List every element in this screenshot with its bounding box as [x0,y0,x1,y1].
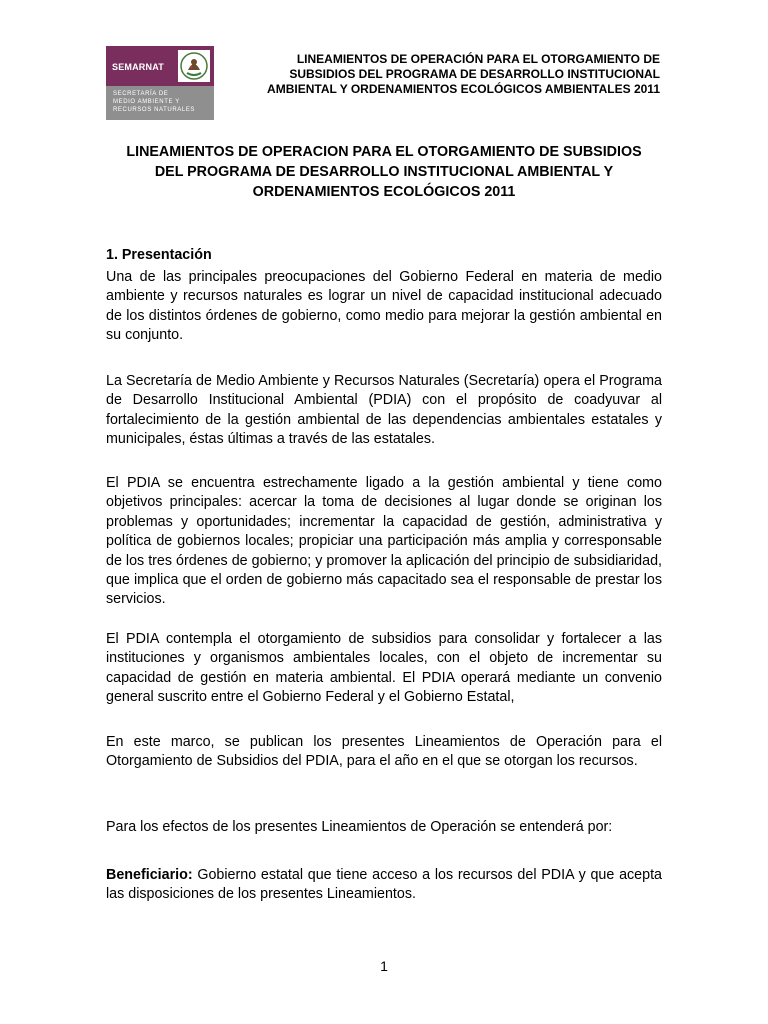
semarnat-logo [106,46,214,120]
document-title [106,142,662,202]
logo-subtitle-line: SECRETARÍA DE [113,91,169,97]
mexico-coat-of-arms-icon [178,50,210,82]
logo-subtitle-line: MEDIO AMBIENTE Y [113,99,180,105]
paragraph: El PDIA se encuentra estrechamente ligado a la gestión ambiental y tiene como objetivos principales: acercar la toma de decisiones al lugar donde se originan los problemas y oportunidades; incrementar la capacidad de gestión, administrativa y política de gobiernos locales; propiciar una participación más amplia y corresponsable de los tres órdenes de gobierno; y promover la aplicación del principio de subsidiaridad, que implica que el orden de gobierno más capacitado sea el responsable de prestar los servicios. [106,475,662,608]
title-line: DEL PROGRAMA DE DESARROLLO INSTITUCIONAL AMBIENTAL Y [154,164,614,180]
paragraph: Para los efectos de los presentes Lineamientos de Operación se entenderá por: [106,819,613,835]
header-line: AMBIENTAL Y ORDENAMIENTOS ECOLÓGICOS AMBIENTALES 2011 [267,82,660,96]
section-heading: 1. Presentación [106,247,212,263]
paragraph: La Secretaría de Medio Ambiente y Recursos Naturales (Secretaría) opera el Programa de Desarrollo Institucional Ambiental (PDIA) con el propósito de coadyuvar al fortalecimiento de la gestión ambiental de las dependencias ambientales estatales y municipales, éstas últimas a través de las estatales. [106,373,662,448]
logo-subtitle-line: RECURSOS NATURALES [113,107,196,113]
logo-subtitle [113,90,195,114]
page-number: 1 [380,958,388,974]
paragraph: Una de las principales preocupaciones del Gobierno Federal en materia de medio ambiente y recursos naturales es lograr un nivel de capacidad institucional adecuado de los distintos órdenes de gobierno, como medio para mejorar la gestión ambiental en su conjunto. [106,269,662,344]
logo-name: SEMARNAT [112,62,164,72]
definition-paragraph [106,866,662,905]
definition-term: Beneficiario: [106,867,193,883]
logo-bottom-band [106,86,214,120]
paragraph: El PDIA contempla el otorgamiento de subsidios para consolidar y fortalecer a las instituciones y organismos ambientales locales, con el objeto de incrementar su capacidad de gestión en materia ambiental. El PDIA operará mediante un convenio general suscrito entre el Gobierno Federal y el Gobierno Estatal, [106,631,662,706]
running-header [230,52,660,97]
header-line: SUBSIDIOS DEL PROGRAMA DE DESARROLLO INSTITUCIONAL [289,67,660,81]
logo-top-band [106,46,214,86]
paragraph: En este marco, se publican los presentes Lineamientos de Operación para el Otorgamiento de Subsidios del PDIA, para el año en el que se otorgan los recursos. [106,734,662,770]
header-line: LINEAMIENTOS DE OPERACIÓN PARA EL OTORGAMIENTO DE [296,52,660,66]
title-line: LINEAMIENTOS DE OPERACION PARA EL OTORGAMIENTO DE SUBSIDIOS [126,144,642,160]
definition-text: Gobierno estatal que tiene acceso a los recursos del PDIA y que acepta las disposiciones de los presentes Lineamientos. [106,867,662,903]
title-line: ORDENAMIENTOS ECOLÓGICOS 2011 [252,184,516,200]
